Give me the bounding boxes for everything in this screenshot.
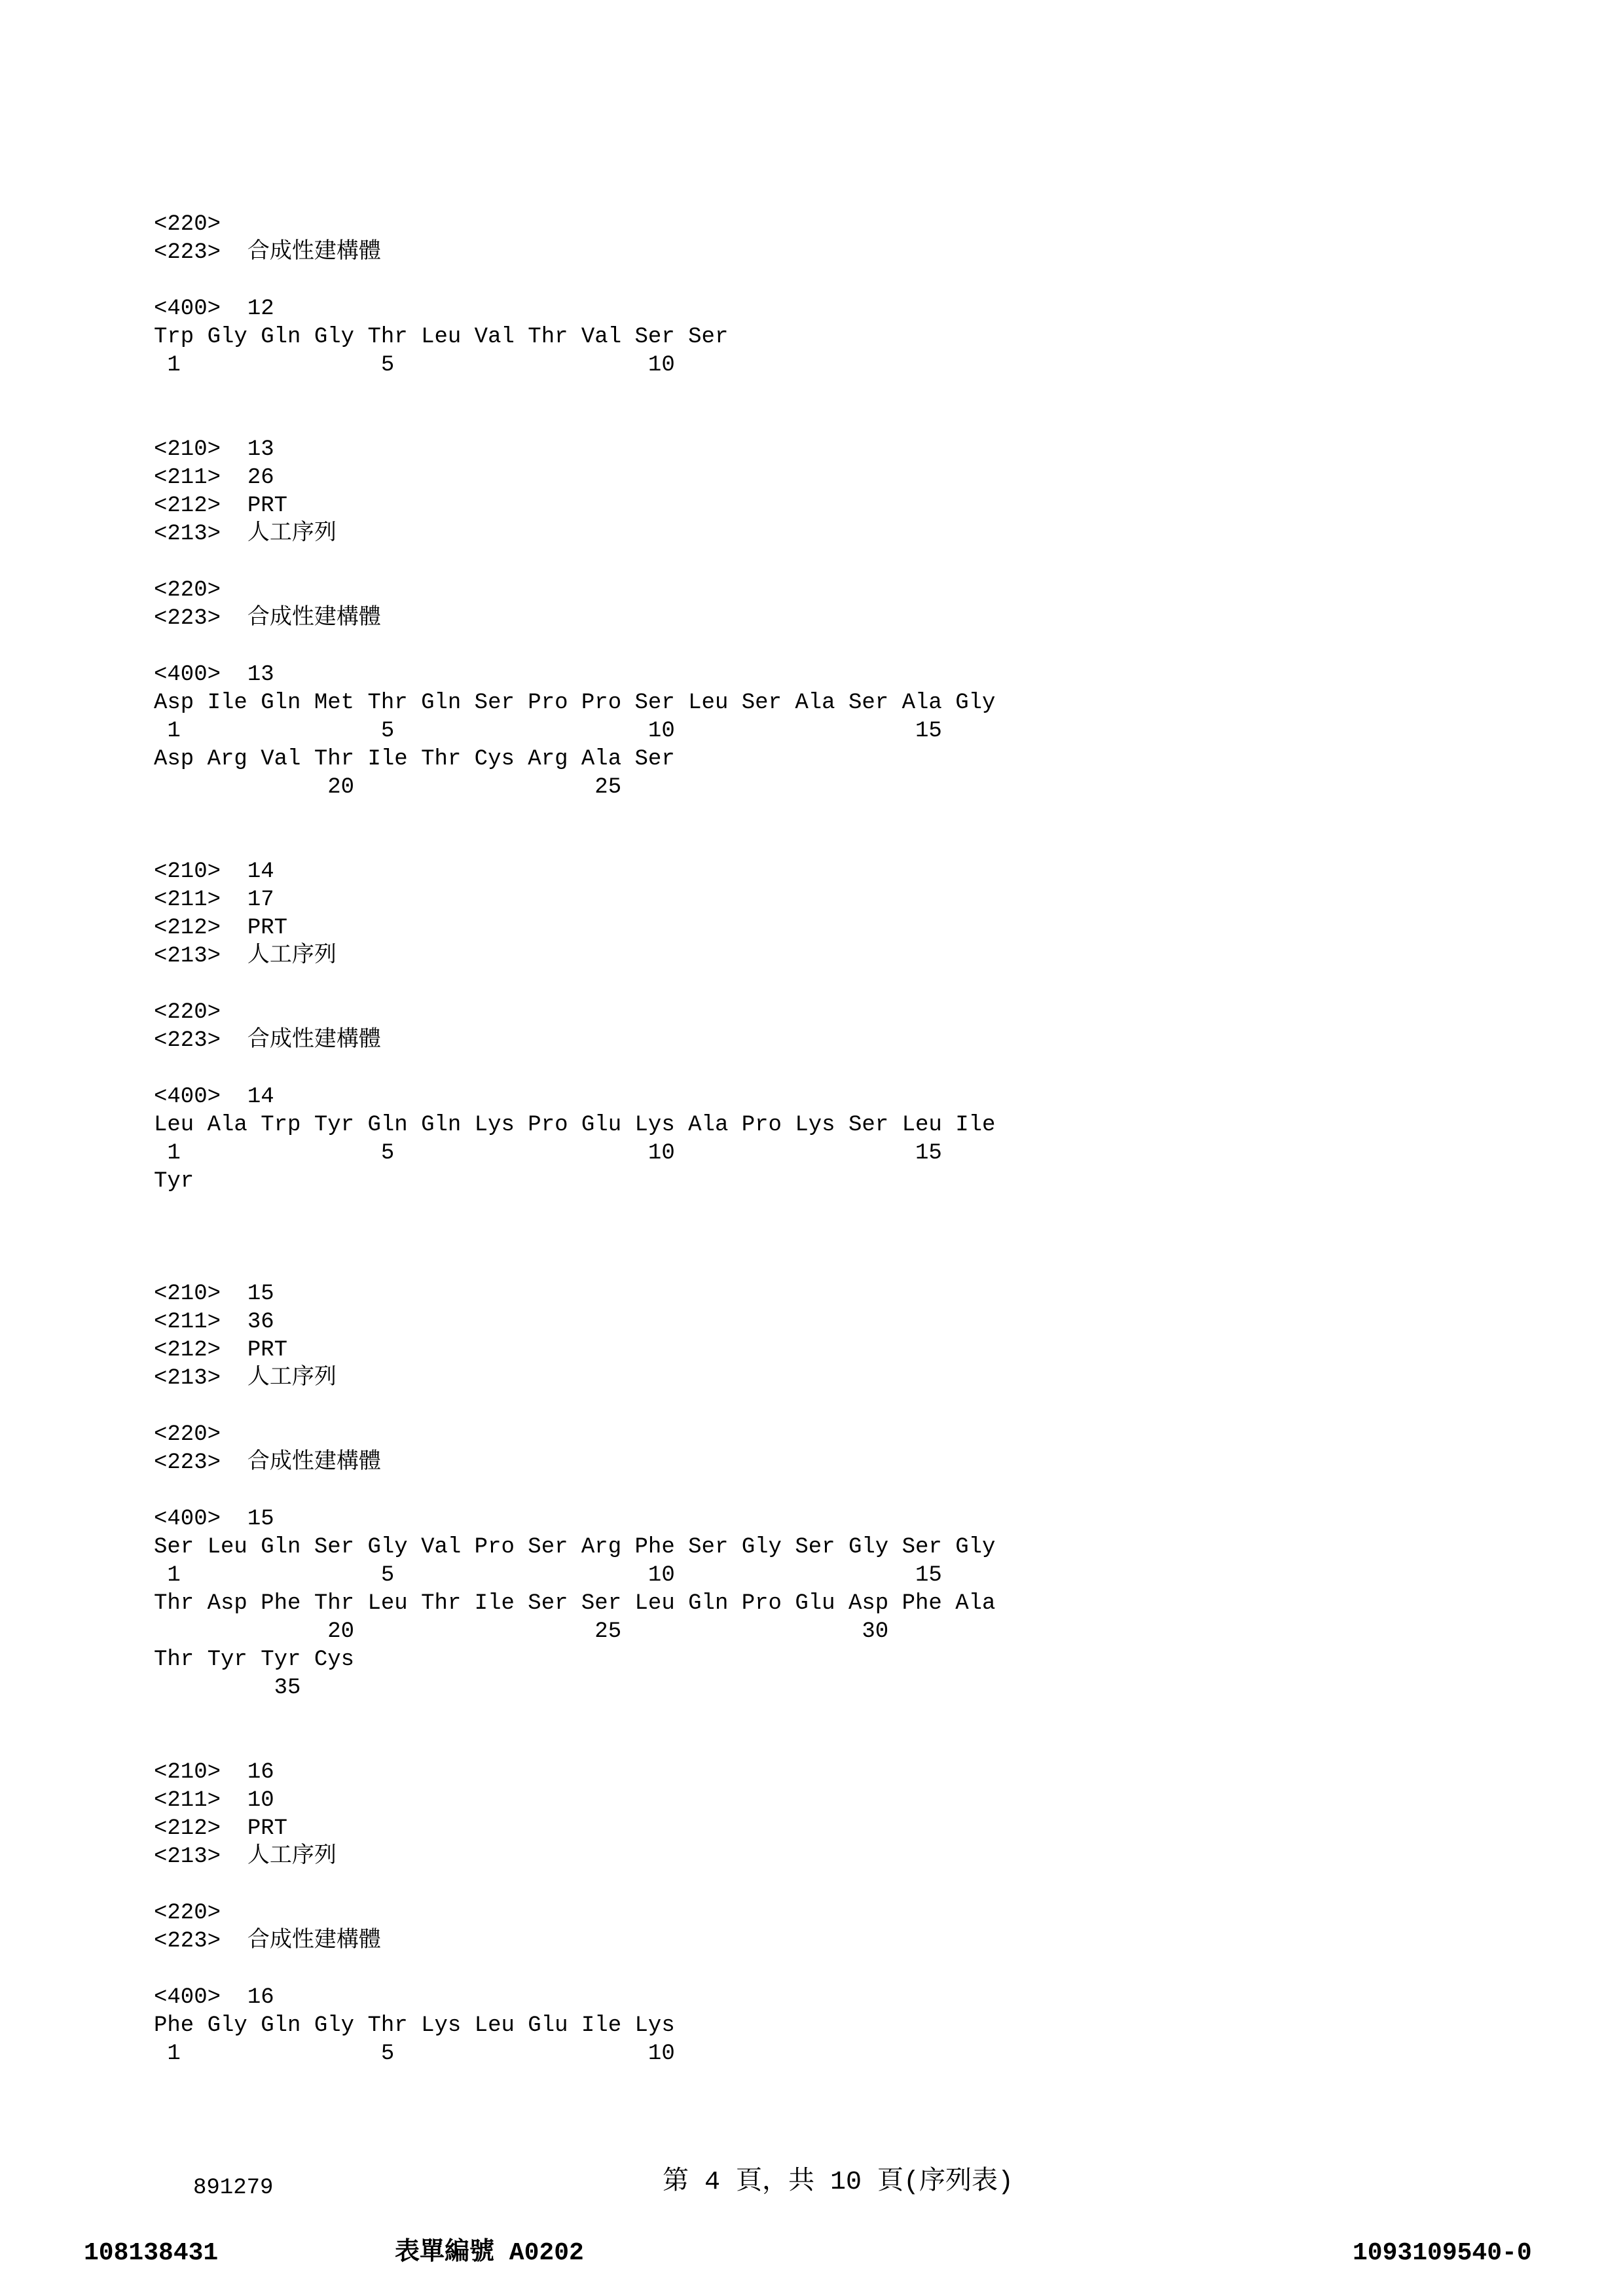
sequence-listing-line: <211> 17 — [154, 888, 274, 912]
sequence-listing-line — [154, 1731, 995, 1759]
sequence-listing-line: <400> 14 — [154, 1085, 274, 1109]
sequence-listing-line — [154, 802, 995, 830]
sequence-listing-line: Ser Leu Gln Ser Gly Val Pro Ser Arg Phe Ser Gly Ser Gly Ser Gly — [154, 1535, 996, 1560]
sequence-listing-line — [154, 830, 995, 858]
application-number: 108138431 — [84, 2239, 219, 2267]
sequence-listing-line: <220> — [154, 1000, 221, 1025]
sequence-listing-line — [154, 1702, 995, 1731]
sequence-listing-line: <210> 16 — [154, 1760, 274, 1785]
sequence-listing-line: <210> 13 — [154, 437, 274, 462]
sequence-listing-line — [154, 633, 995, 661]
sequence-listing-line — [154, 971, 995, 999]
sequence-listing-line: <212> PRT — [154, 916, 288, 941]
sequence-listing-line: Thr Tyr Tyr Cys — [154, 1647, 355, 1672]
sequence-listing-line: <400> 13 — [154, 662, 274, 687]
sequence-listing-line: <223> 合成性建構體 — [154, 606, 381, 631]
sequence-listing-line: <400> 12 — [154, 296, 274, 321]
sequence-listing-line: <212> PRT — [154, 1338, 288, 1363]
sequence-listing-line: <213> 人工序列 — [154, 1366, 337, 1391]
sequence-listing-line: 35 — [154, 1676, 301, 1700]
sequence-listing-line: <211> 36 — [154, 1310, 274, 1335]
sequence-listing-line — [154, 1224, 995, 1252]
sequence-listing-line: <211> 26 — [154, 465, 274, 490]
sequence-listing-line: <210> 14 — [154, 859, 274, 884]
sequence-listing-line: <213> 人工序列 — [154, 944, 337, 969]
sequence-listing-line: <212> PRT — [154, 493, 288, 518]
sequence-listing-line: Asp Ile Gln Met Thr Gln Ser Pro Pro Ser Leu Ser Ala Ser Ala Gly — [154, 691, 996, 715]
sequence-listing-line: Asp Arg Val Thr Ile Thr Cys Arg Ala Ser — [154, 747, 675, 772]
footer-page-indicator: 第 4 頁，共 10 頁(序列表) — [663, 2168, 1014, 2197]
serial-number: 1093109540-0 — [1353, 2239, 1532, 2267]
sequence-listing-line: 1 5 10 — [154, 353, 675, 378]
sequence-listing-line: <211> 10 — [154, 1788, 274, 1813]
sequence-listing-line: Thr Asp Phe Thr Leu Thr Ile Ser Ser Leu Gln Pro Glu Asp Phe Ala — [154, 1591, 996, 1616]
sequence-listing-line: <220> — [154, 1422, 221, 1447]
sequence-listing-line: <220> — [154, 578, 221, 603]
sequence-listing-line: <213> 人工序列 — [154, 522, 337, 547]
sequence-listing-line — [154, 1196, 995, 1224]
sequence-listing-line: 20 25 30 — [154, 1619, 889, 1644]
sequence-listing-line — [154, 1477, 995, 1505]
sequence-listing-line — [154, 548, 995, 577]
sequence-listing-line: 20 25 — [154, 775, 622, 800]
sequence-listing-line — [154, 1871, 995, 1899]
sequence-listing-line — [154, 1956, 995, 1984]
sequence-listing-line: 1 5 10 — [154, 2041, 675, 2066]
sequence-listing-line: Leu Ala Trp Tyr Gln Gln Lys Pro Glu Lys Ala Pro Lys Ser Leu Ile — [154, 1113, 996, 1138]
footer-document-number: 891279 — [193, 2176, 274, 2200]
sequence-listing-line: <212> PRT — [154, 1816, 288, 1841]
sequence-listing-line — [154, 380, 995, 408]
sequence-listing-line: 1 5 10 15 — [154, 1141, 942, 1166]
sequence-listing-line: <400> 16 — [154, 1985, 274, 2010]
sequence-listing-line: <223> 合成性建構體 — [154, 1450, 381, 1475]
sequence-listing-line: <400> 15 — [154, 1507, 274, 1532]
sequence-listing-line — [154, 1393, 995, 1421]
sequence-listing-line — [154, 1252, 995, 1280]
sequence-listing-line — [154, 408, 995, 436]
sequence-listing-line: Trp Gly Gln Gly Thr Leu Val Thr Val Ser Ser — [154, 325, 729, 350]
sequence-listing-line: Phe Gly Gln Gly Thr Lys Leu Glu Ile Lys — [154, 2013, 675, 2038]
sequence-listing-line: <223> 合成性建構體 — [154, 1028, 381, 1053]
form-number-label: 表單編號 A0202 — [395, 2239, 584, 2267]
sequence-listing-line — [154, 1055, 995, 1083]
sequence-listing-line: 1 5 10 15 — [154, 719, 942, 744]
sequence-listing-line: <220> — [154, 1901, 221, 1926]
sequence-listing-line — [154, 267, 995, 295]
sequence-listing-line: <213> 人工序列 — [154, 1844, 337, 1869]
sequence-listing-line: Tyr — [154, 1169, 194, 1194]
sequence-listing-line: 1 5 10 15 — [154, 1563, 942, 1588]
sequence-listing-line: <223> 合成性建構體 — [154, 1929, 381, 1954]
sequence-listing-body — [154, 211, 995, 2068]
sequence-listing-line: <210> 15 — [154, 1282, 274, 1306]
sequence-listing-line: <223> 合成性建構體 — [154, 240, 381, 265]
sequence-listing-line: <220> — [154, 212, 221, 237]
